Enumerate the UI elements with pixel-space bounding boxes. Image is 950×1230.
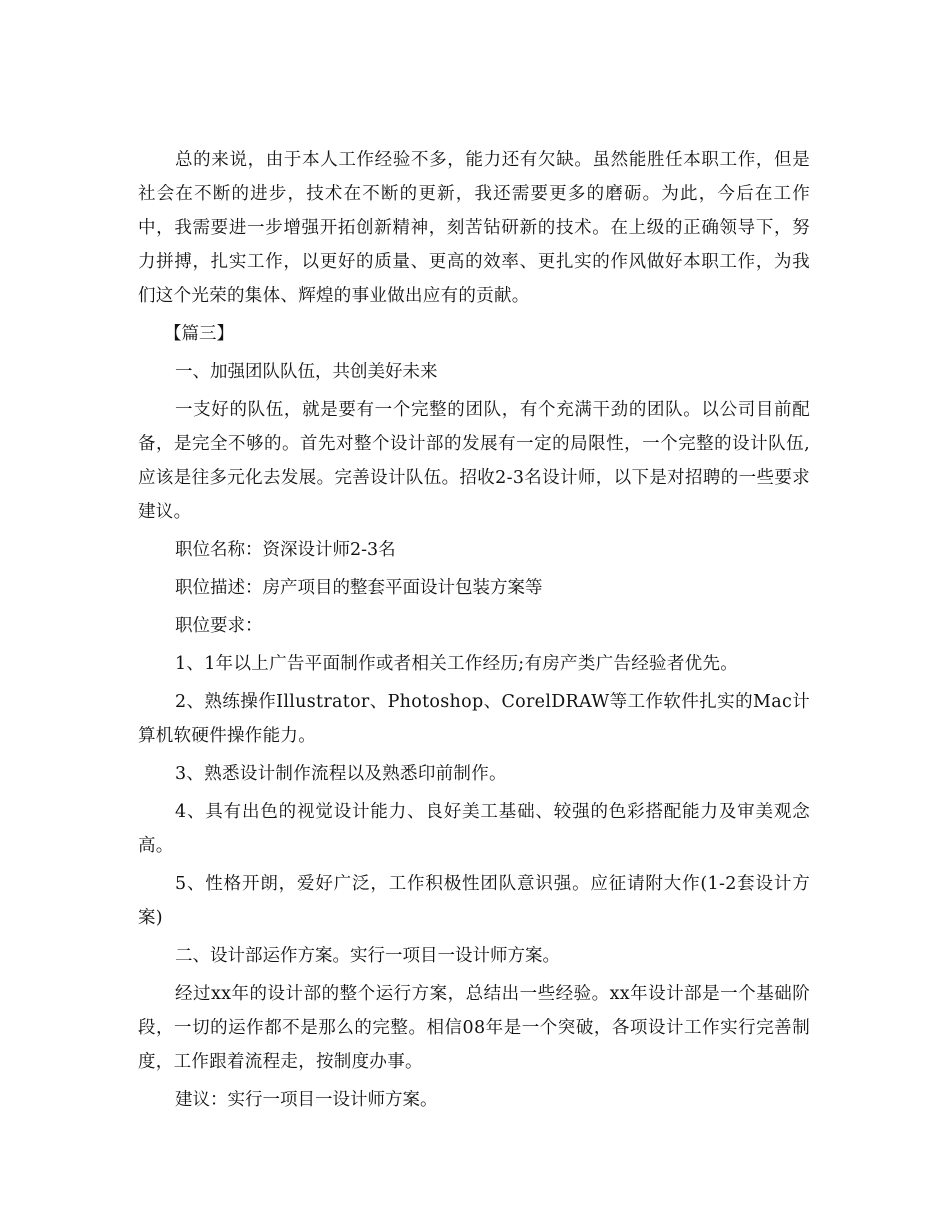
job-title-line: 职位名称：资深设计师2-3名 bbox=[175, 540, 396, 560]
paragraph-operation: 经过xx年的设计部的整个运行方案，总结出一些经验。xx年设计部是一个基础阶段，一切的运作都不是那么的完整。相信08年是一个突破，各项设计工作实行完善制度，工作跟着流程走，按制度办事。 bbox=[138, 984, 810, 1072]
paragraph-team: 一支好的队伍，就是要有一个完整的团队，有个充满干劲的团队。以公司目前配备，是完全不够的。首先对整个设计部的发展有一定的局限性，一个完整的设计队伍,应该是往多元化去发展。完善设计队伍。招收2-3名设计师，以下是对招聘的一些要求建议。 bbox=[138, 400, 810, 522]
suggestion-line: 建议：实行一项目一设计师方案。 bbox=[175, 1090, 438, 1110]
section-heading-team: 一、加强团队队伍，共创美好未来 bbox=[175, 362, 438, 382]
section-marker: 【篇三】 bbox=[164, 324, 234, 344]
section-heading-operation: 二、设计部运作方案。实行一项目一设计师方案。 bbox=[175, 946, 560, 966]
job-requirements-label: 职位要求： bbox=[175, 616, 263, 636]
requirement-item-2: 2、熟练操作Illustrator、Photoshop、CorelDRAW等工作软件扎实的Mac计算机软硬件操作能力。 bbox=[138, 692, 810, 746]
paragraph-summary: 总的来说，由于本人工作经验不多，能力还有欠缺。虽然能胜任本职工作，但是社会在不断的进步，技术在不断的更新，我还需要更多的磨砺。为此，今后在工作中，我需要进一步增强开拓创新精神，刻苦钻研新的技术。在上级的正确领导下，努力拼搏，扎实工作，以更好的质量、更高的效率、更扎实的作风做好本职工作，为我们这个光荣的集体、辉煌的事业做出应有的贡献。 bbox=[138, 150, 810, 306]
job-description-line: 职位描述：房产项目的整套平面设计包装方案等 bbox=[175, 578, 543, 598]
requirement-item-3: 3、熟悉设计制作流程以及熟悉印前制作。 bbox=[175, 764, 507, 784]
requirement-item-5: 5、性格开朗，爱好广泛，工作积极性团队意识强。应征请附大作(1-2套设计方案) bbox=[138, 874, 810, 928]
requirement-item-1: 1、1年以上广告平面制作或者相关工作经历;有房产类广告经验者优先。 bbox=[175, 654, 739, 674]
document-body bbox=[138, 143, 810, 1121]
requirement-item-4: 4、具有出色的视觉设计能力、良好美工基础、较强的色彩搭配能力及审美观念高。 bbox=[138, 802, 810, 856]
